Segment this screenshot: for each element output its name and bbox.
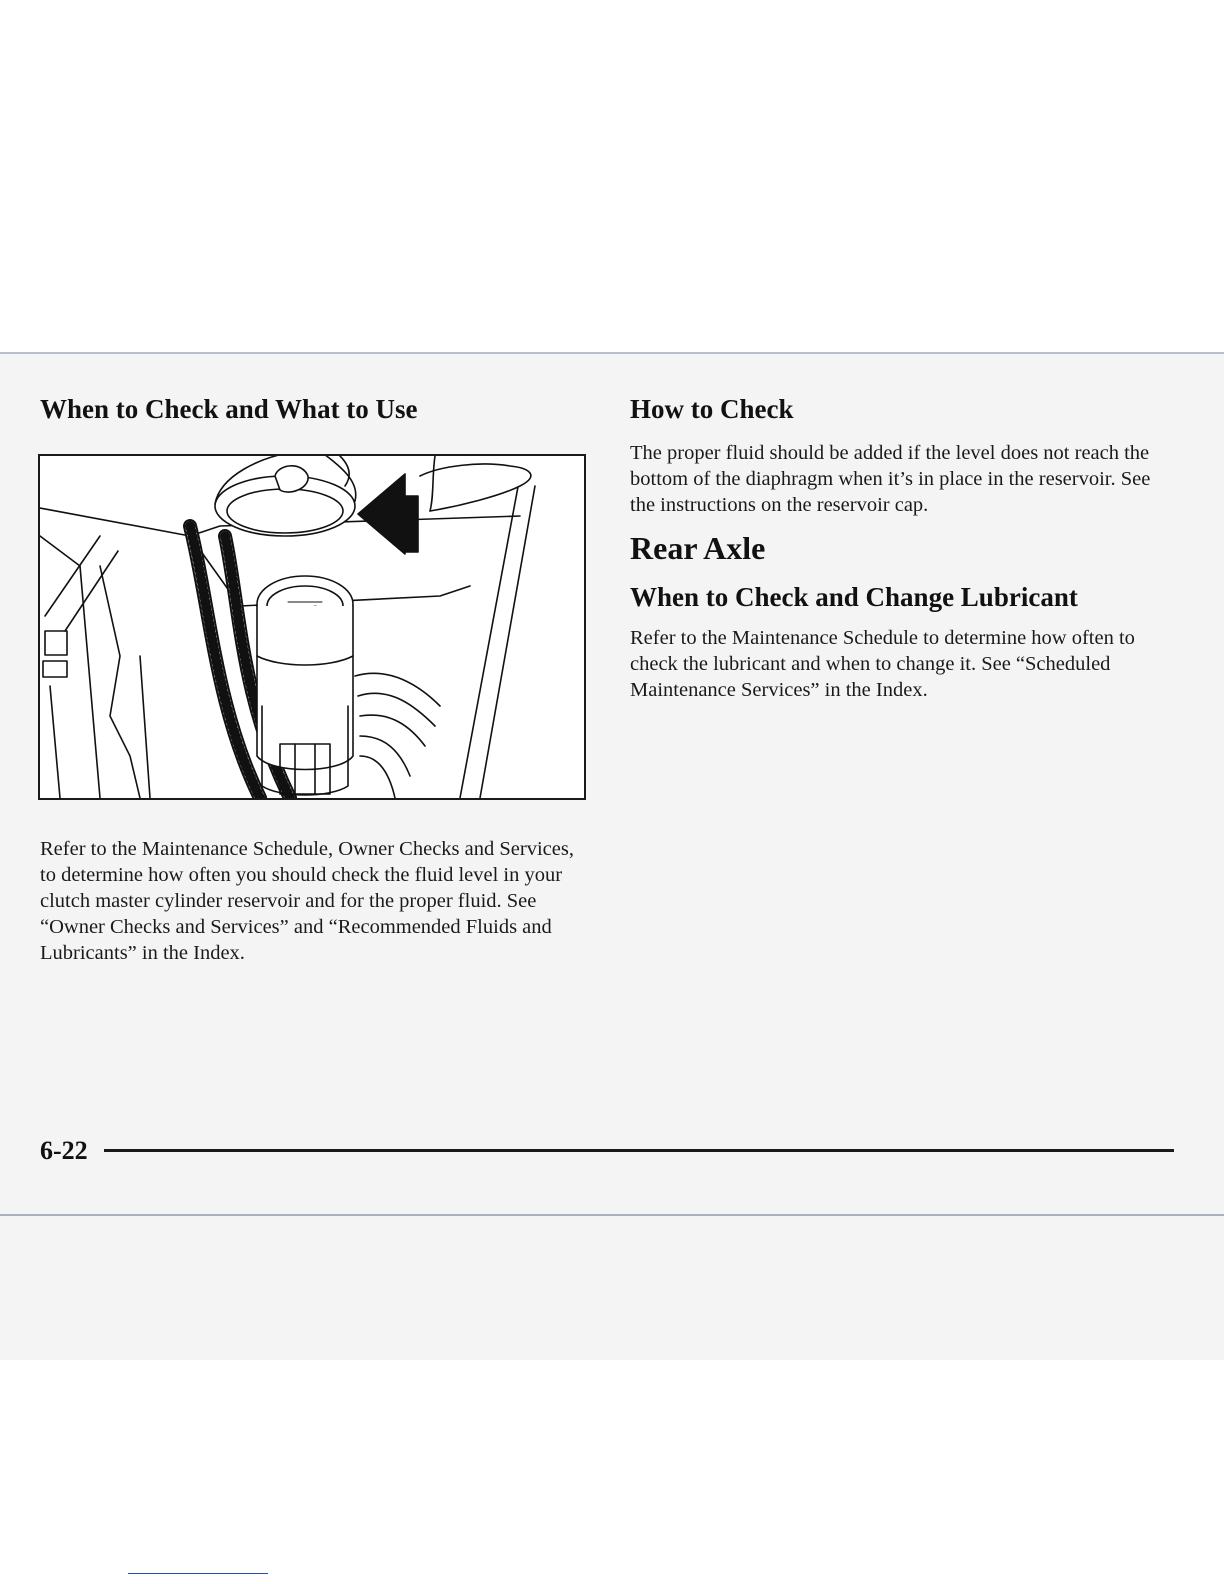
how-to-check-text: The proper fluid should be added if the level does not reach the bottom of the diaphragm when it’s in place in the reservoir. See the instructions on the reservoir cap. bbox=[630, 442, 1151, 516]
left-body-text: Refer to the Maintenance Schedule, Owner Checks and Services, to determine how often you should check the fluid level in your clutch master cylinder reservoir and for the proper fluid. See “Owner Checks and Services” and “Recommended Fluids and Lubricants” in the Index. bbox=[40, 838, 574, 964]
footer-rule bbox=[104, 1149, 1174, 1152]
lubricant-text: Refer to the Maintenance Schedule to determine how often to check the lubricant and when to change it. See “Scheduled Maintenance Services” in the Index. bbox=[630, 627, 1135, 701]
how-to-check-heading: How to Check bbox=[630, 394, 794, 424]
rear-axle-title: Rear Axle bbox=[630, 530, 766, 566]
bottom-divider bbox=[0, 1214, 1224, 1216]
left-heading: When to Check and What to Use bbox=[40, 394, 418, 424]
top-divider bbox=[0, 352, 1224, 354]
bottom-link-underline bbox=[128, 1573, 268, 1574]
clutch-reservoir-illustration bbox=[38, 454, 586, 800]
lubricant-heading: When to Check and Change Lubricant bbox=[630, 582, 1078, 612]
page-number: 6-22 bbox=[40, 1136, 88, 1165]
